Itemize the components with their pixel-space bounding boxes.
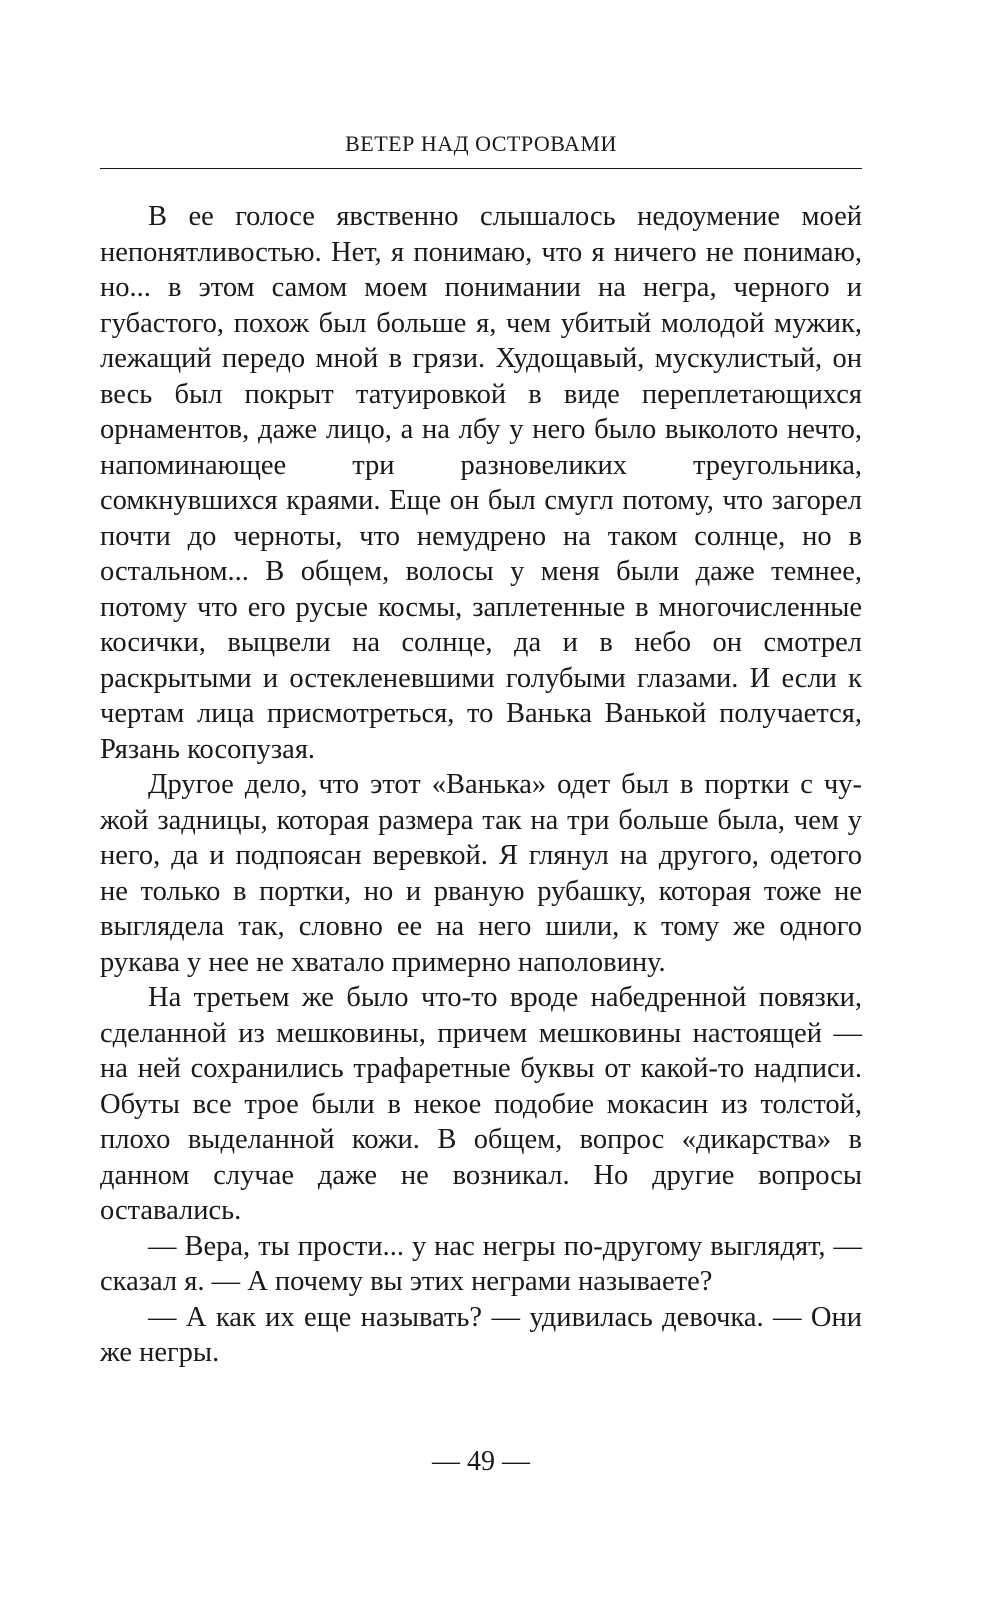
body-text [100,199,862,1371]
running-title: ВЕТЕР НАД ОСТРОВАМИ [345,131,617,156]
page-number: — 49 — [432,1446,530,1477]
paragraph: В ее голосе явственно слышалось недоумение моей непонятливостью. Нет, я понимаю, что я ничего не понимаю, но... в этом самом моем понимании на негра, черного и губастого, похож был больше я, чем убитый молодой мужик, лежащий передо мной в грязи. Худощавый, мускулистый, он весь был покрыт татуировкой в виде переплетающихся орнаментов, даже лицо, а на лбу у него было выколото нечто, напоминающее три разновеликих треугольника, сомкнувшихся краями. Еще он был смугл потому, что загорел почти до черноты, что немудрено на таком солнце, но в остальном... В общем, волосы у меня были даже темнее, потому что его русые космы, заплетенные в многочисленные косички, выцвели на солнце, да и в небо он смотрел раскрытыми и остекленевшими голубыми глазами. И если к чертам лица присмотреться, то Ванька Ванькой получается, Рязань косопузая. [100,201,862,765]
paragraph: На третьем же было что-то вроде набедренной повязки, сделанной из мешковины, причем мешковины настоящей — на ней сохранились трафаретные буквы от какой-то надписи. Обуты все трое были в некое подобие мокасин из толстой, плохо выделанной кожи. В общем, вопрос «дикарства» в данном случае даже не возникал. Но другие вопросы оставались. [100,982,862,1226]
header-rule [100,168,862,169]
paragraph: Другое дело, что этот «Ванька» одет был в портки с чужой задницы, которая размера так на три больше была, чем у него, да и подпоясан веревкой. Я глянул на другого, одетого не только в портки, но и рваную рубашку, которая тоже не выглядела так, словно ее на него шили, к тому же одного рукава у нее не хватало примерно наполовину. [100,769,862,978]
paragraph: — Вера, ты прости... у нас негры по-другому выглядят, — сказал я. — А почему вы этих неграми называете? [100,1230,862,1297]
paragraph: — А как их еще называть? — удивилась девочка. — Они же негры. [100,1301,862,1368]
